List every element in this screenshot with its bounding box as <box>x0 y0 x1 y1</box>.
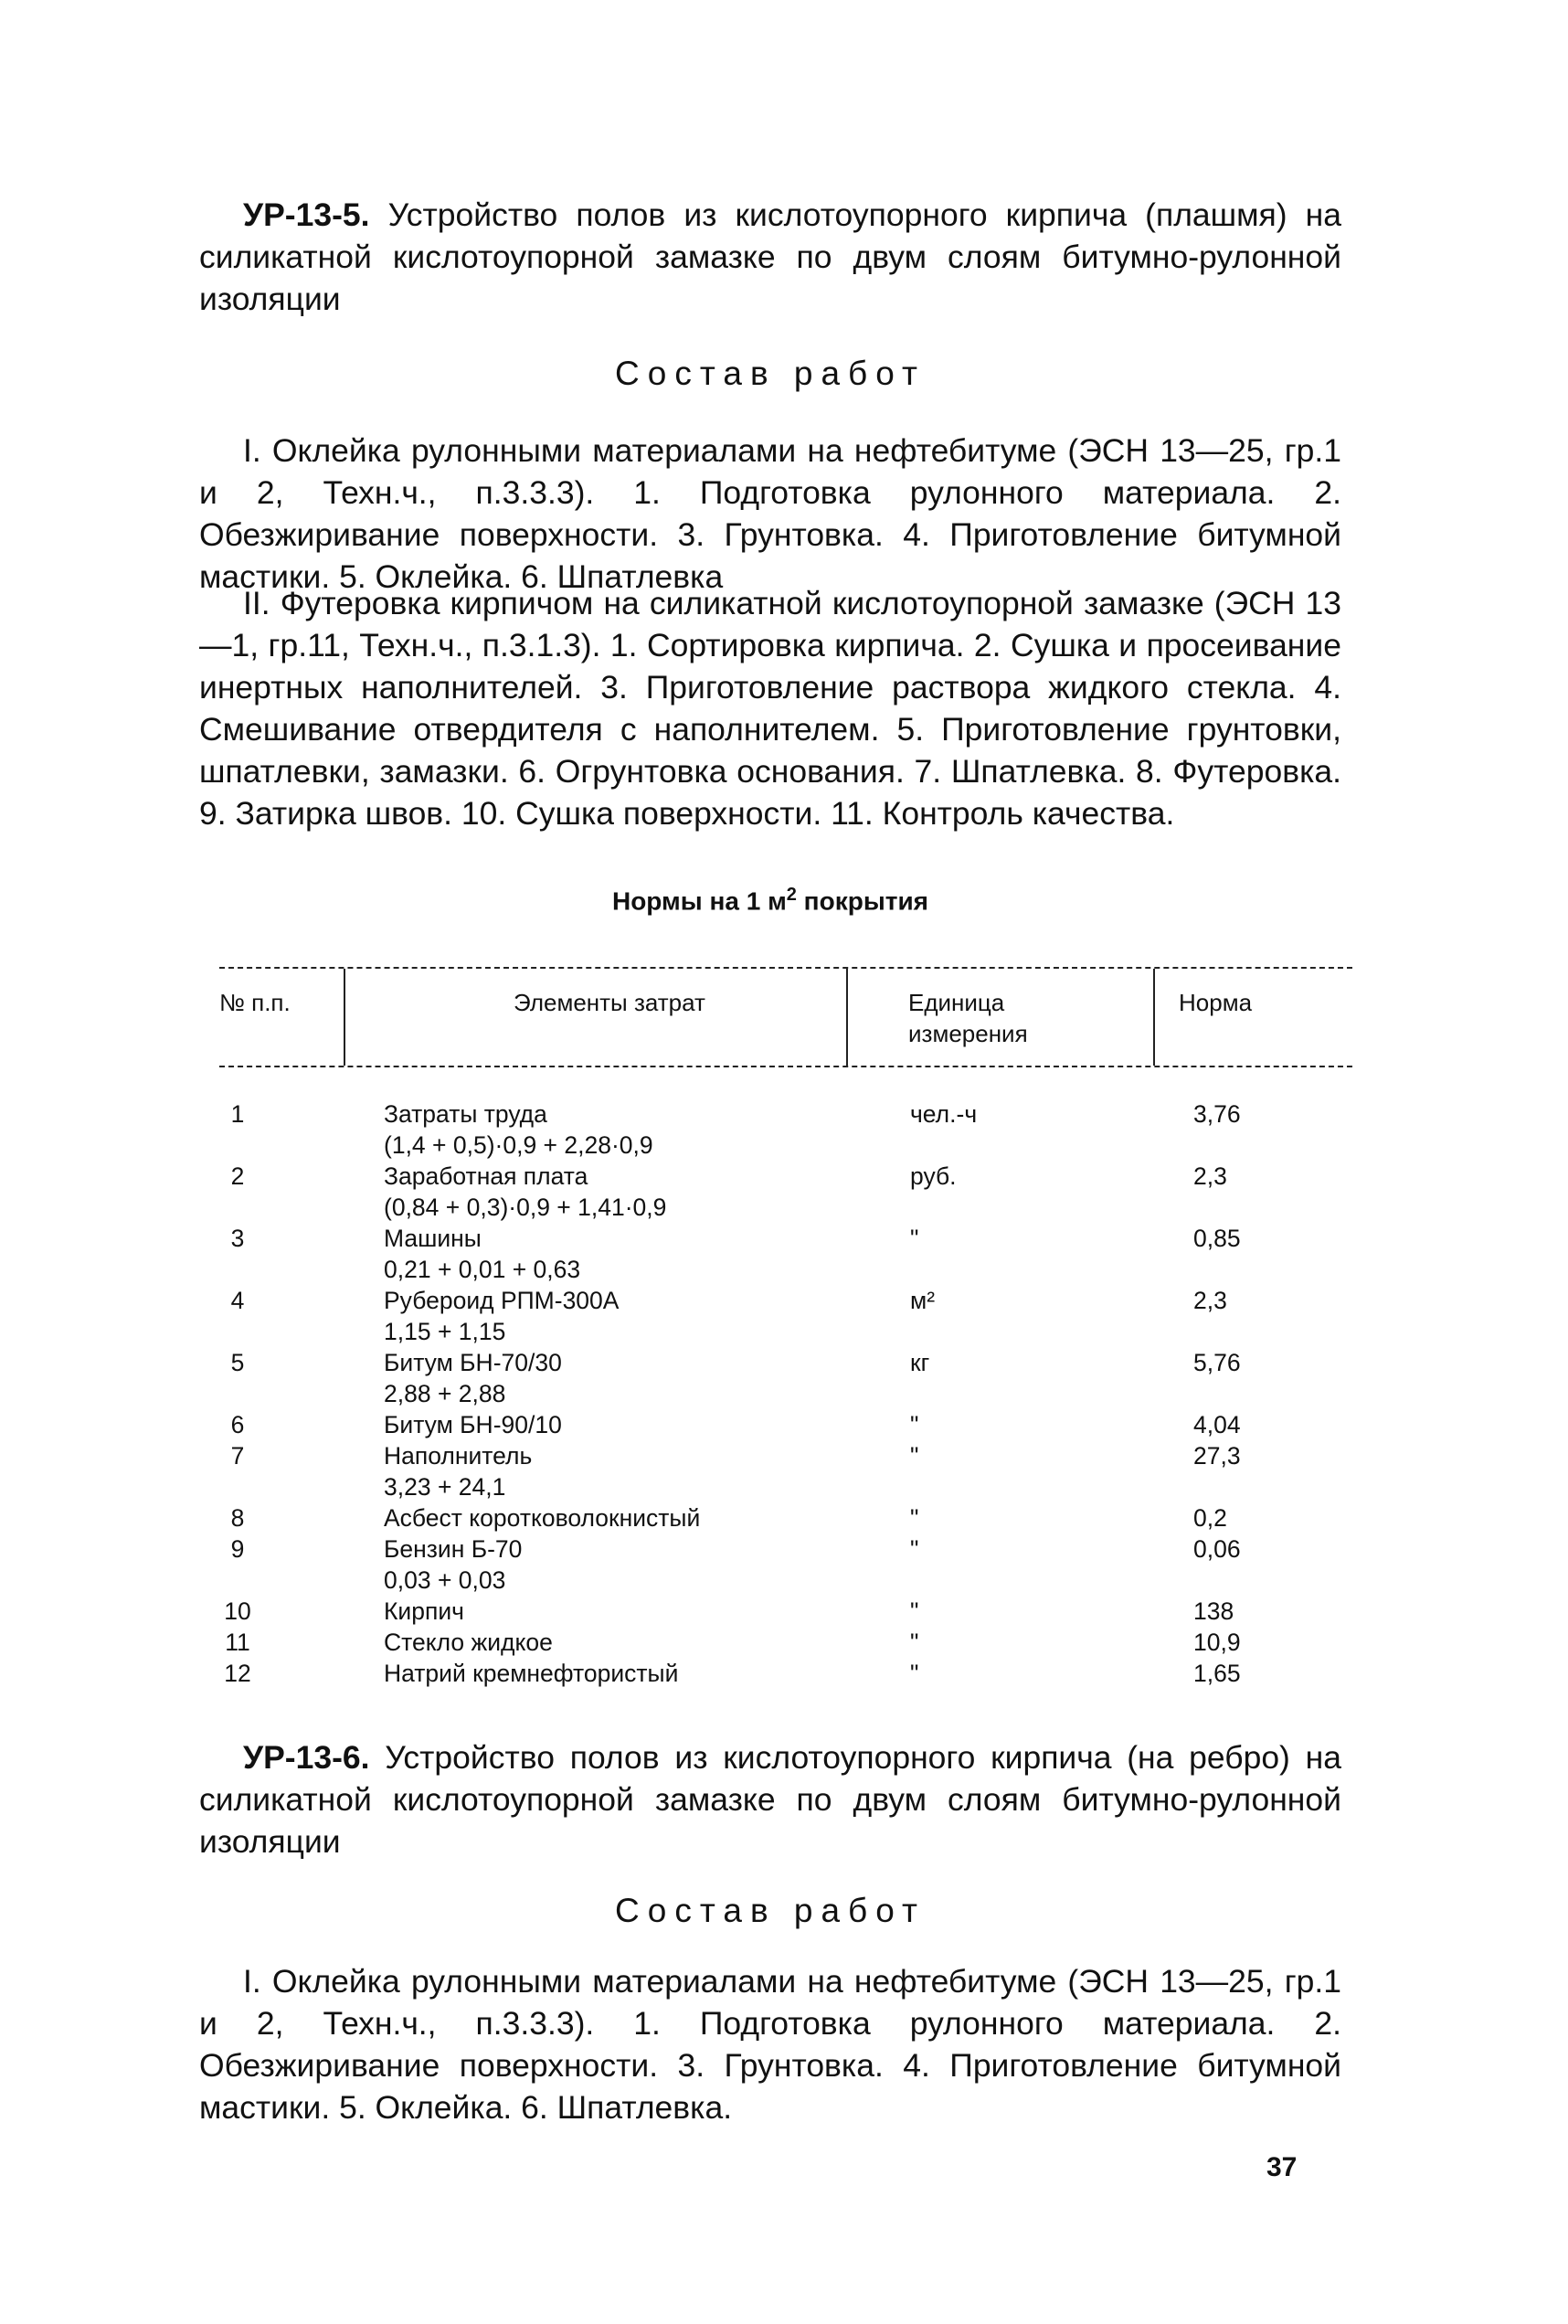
header-unit-line2: измерения <box>908 1020 1028 1047</box>
table-row <box>0 1596 1568 1627</box>
table-row <box>0 1533 1568 1565</box>
row-name: Рубероид РПМ-300А <box>384 1287 620 1314</box>
row-no: 1 <box>230 1100 245 1128</box>
row-name: Битум БН-70/30 <box>384 1349 562 1376</box>
row-unit: " <box>910 1411 919 1438</box>
row-no: 5 <box>230 1349 245 1376</box>
row-no: 3 <box>230 1225 245 1252</box>
row-calc: 0,03 + 0,03 <box>384 1566 506 1594</box>
section1-code: УР-13-5. <box>243 196 370 233</box>
row-norm: 0,2 <box>1193 1504 1227 1532</box>
row-unit: " <box>910 1504 919 1532</box>
section1-title: Устройство полов из кислотоупорного кирпича (плашмя) на силикатной кислотоупорной замазке по двум слоям битумно-рулонной изоляции <box>199 196 1341 317</box>
section1-title-paragraph <box>199 194 1341 320</box>
table-row <box>0 1409 1568 1440</box>
page-number: 37 <box>1266 2152 1298 2182</box>
header-norm: Норма <box>1179 989 1253 1016</box>
table-row <box>0 1502 1568 1533</box>
header-elements: Элементы затрат <box>514 989 705 1016</box>
row-name: Наполнитель <box>384 1442 533 1470</box>
table-row <box>0 1658 1568 1689</box>
table-row <box>0 1440 1568 1471</box>
row-norm: 0,06 <box>1193 1535 1241 1563</box>
row-norm: 27,3 <box>1193 1442 1241 1470</box>
row-calc: 3,23 + 24,1 <box>384 1473 506 1501</box>
section2-works-1: I. Оклейка рулонными материалами на нефтебитуме (ЭСН 13—25, гр.1 и 2, Техн.ч., п.3.3.3). 1. Подготовка рулонного материала. 2. Обезжиривание поверхности. 3. Грунтовка. 4. Приготовление битумной мастики. 5. Оклейка. 6. Шпатлевка. <box>199 1963 1341 2126</box>
section2-code: УР-13-6. <box>243 1739 370 1776</box>
row-name: Заработная плата <box>384 1162 588 1190</box>
header-unit <box>908 987 1028 1049</box>
row-unit: м² <box>910 1287 936 1314</box>
row-norm: 2,3 <box>1193 1287 1227 1314</box>
row-name: Затраты труда <box>384 1100 547 1128</box>
section2-title-paragraph <box>199 1736 1341 1862</box>
row-no: 8 <box>230 1504 245 1532</box>
row-no: 10 <box>224 1597 251 1625</box>
table-row <box>0 1347 1568 1378</box>
row-no: 6 <box>230 1411 245 1438</box>
table-row <box>0 1161 1568 1192</box>
row-calc: 0,21 + 0,01 + 0,63 <box>384 1256 581 1283</box>
row-no: 11 <box>225 1629 250 1656</box>
header-divider <box>344 969 345 1066</box>
row-norm: 5,76 <box>1193 1349 1241 1376</box>
section1-works-1: I. Оклейка рулонными материалами на нефтебитуме (ЭСН 13—25, гр.1 и 2, Техн.ч., п.3.3.3). 1. Подготовка рулонного материала. 2. Обезжиривание поверхности. 3. Грунтовка. 4. Приготовление битумной мастики. 5. Оклейка. 6. Шпатлевка <box>199 432 1341 595</box>
row-calc: 1,15 + 1,15 <box>384 1318 506 1345</box>
row-unit: чел.-ч <box>910 1100 978 1128</box>
norms-caption-text: Нормы на 1 м <box>611 886 787 916</box>
table-row <box>0 1285 1568 1316</box>
row-norm: 4,04 <box>1193 1411 1241 1438</box>
norms-caption-post: покрытия <box>796 886 928 916</box>
section1-works-heading: Состав работ <box>615 355 926 392</box>
table-row <box>0 1627 1568 1658</box>
section2-title: Устройство полов из кислотоупорного кирпича (на ребро) на силикатной кислотоупорной замазке по двум слоям битумно-рулонной изоляции <box>199 1739 1341 1860</box>
header-divider <box>1153 969 1155 1066</box>
row-norm: 1,65 <box>1193 1660 1241 1687</box>
row-unit: " <box>910 1660 919 1687</box>
row-no: 2 <box>230 1162 245 1190</box>
row-unit: кг <box>910 1349 930 1376</box>
row-norm: 3,76 <box>1193 1100 1241 1128</box>
row-unit: " <box>910 1442 919 1470</box>
row-calc: 2,88 + 2,88 <box>384 1380 506 1407</box>
header-divider <box>846 969 848 1066</box>
row-no: 9 <box>230 1535 245 1563</box>
table-row <box>0 1098 1568 1130</box>
table-row <box>0 1223 1568 1254</box>
row-calc: (0,84 + 0,3)·0,9 + 1,41·0,9 <box>384 1194 667 1221</box>
row-norm: 0,85 <box>1193 1225 1241 1252</box>
row-no: 7 <box>230 1442 245 1470</box>
norms-caption-sup: 2 <box>786 885 797 905</box>
header-unit-line1: Единица <box>908 989 1005 1016</box>
row-no: 12 <box>224 1660 251 1687</box>
row-norm: 138 <box>1193 1597 1234 1625</box>
row-unit: руб. <box>910 1162 957 1190</box>
row-name: Бензин Б-70 <box>384 1535 523 1563</box>
row-name: Стекло жидкое <box>384 1629 553 1656</box>
row-name: Натрий кремнефтористый <box>384 1660 679 1687</box>
row-name: Битум БН-90/10 <box>384 1411 562 1438</box>
row-unit: " <box>910 1225 919 1252</box>
row-calc: (1,4 + 0,5)·0,9 + 2,28·0,9 <box>384 1131 653 1159</box>
row-name: Кирпич <box>384 1597 464 1625</box>
row-norm: 2,3 <box>1193 1162 1227 1190</box>
row-name: Асбест коротковолокнистый <box>384 1504 701 1532</box>
norms-caption <box>199 885 1341 916</box>
norms-table-header <box>219 967 1352 1067</box>
row-name: Машины <box>384 1225 482 1252</box>
section1-works-2: II. Футеровка кирпичом на силикатной кислотоупорной замазке (ЭСН 13—1, гр.11, Техн.ч., п.3.1.3). 1. Сортировка кирпича. 2. Сушка и просеивание инертных наполнителей. 3. Приготовление раствора жидкого стекла. 4. Смешивание отвердителя с наполнителем. 5. Приготовление грунтовки, шпатлевки, замазки. 6. Огрунтовка основания. 7. Шпатлевка. 8. Футеровка. 9. Затирка швов. 10. Сушка поверхности. 11. Контроль качества. <box>199 585 1341 832</box>
section2-works-heading: Состав работ <box>615 1892 926 1929</box>
row-unit: " <box>910 1629 919 1656</box>
row-unit: " <box>910 1597 919 1625</box>
row-no: 4 <box>230 1287 245 1314</box>
header-no: № п.п. <box>219 989 291 1016</box>
row-norm: 10,9 <box>1193 1629 1241 1656</box>
row-unit: " <box>910 1535 919 1563</box>
